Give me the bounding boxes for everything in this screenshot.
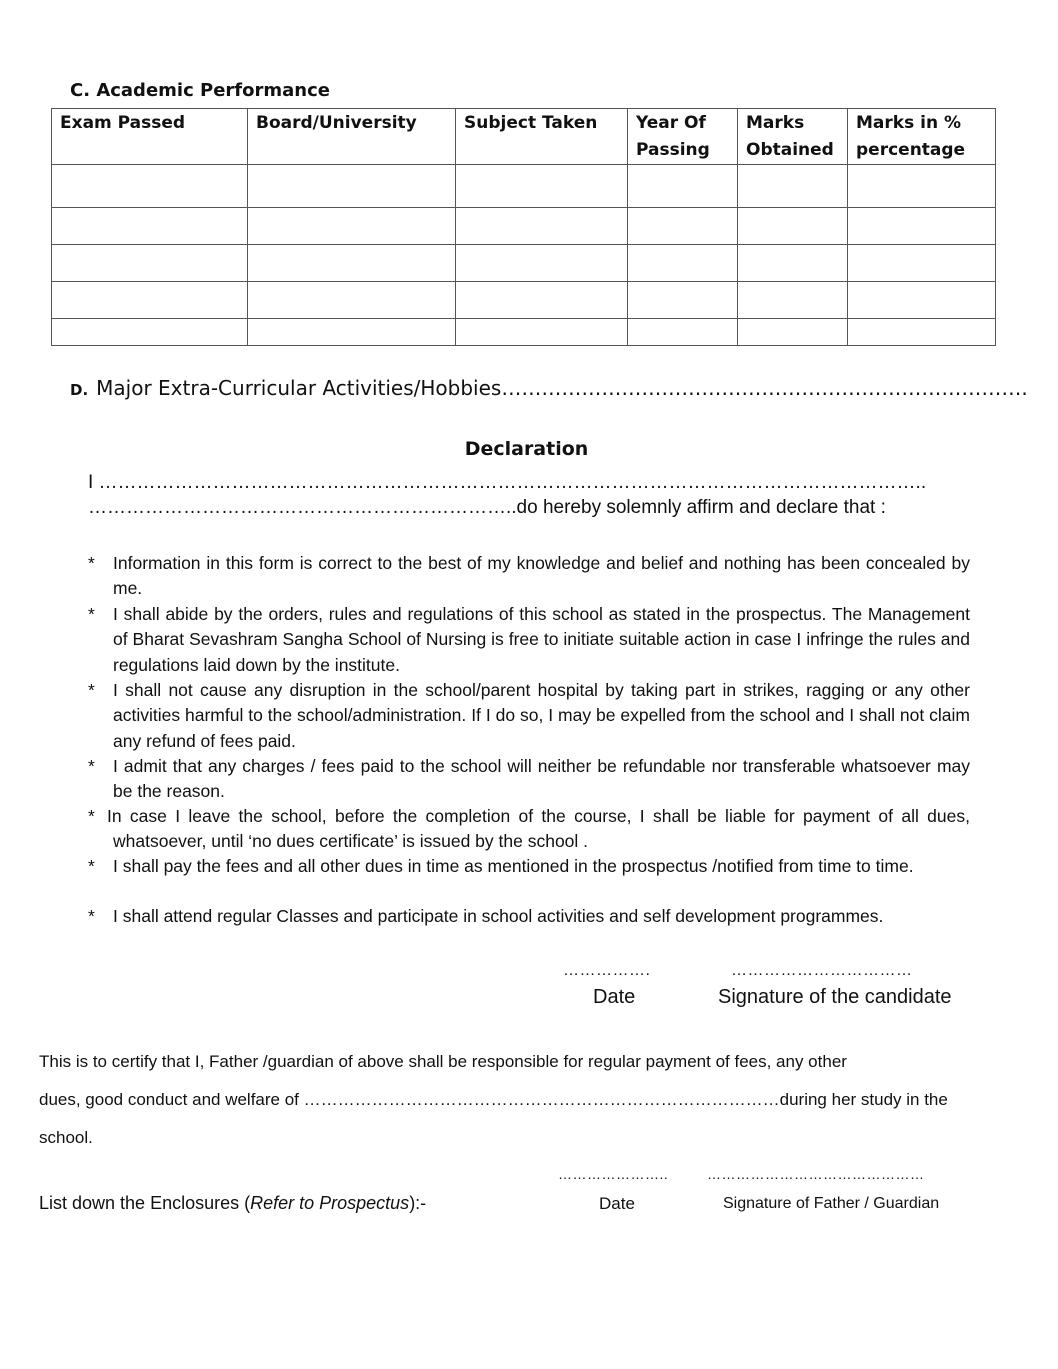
bullet-text: I shall abide by the orders, rules and regulations of this school as stated in the prospectus. The Management of Bharat Sevashram Sangha School of Nursing is free to initiate suitable action in case I infringe the rules and regulations laid down by the institute. [113, 604, 970, 675]
table-cell[interactable] [248, 282, 456, 319]
declaration-bullet [88, 754, 970, 805]
column-header-marks-percentage: Marks in % percentage [848, 109, 996, 165]
academic-performance-table [51, 108, 996, 346]
column-header-subject-taken: Subject Taken [456, 109, 628, 165]
table-cell[interactable] [456, 319, 628, 346]
column-header-year-of-passing: Year Of Passing [628, 109, 738, 165]
table-cell[interactable] [456, 165, 628, 208]
section-d-letter: D. [70, 381, 89, 399]
table-cell[interactable] [52, 165, 248, 208]
table-cell[interactable] [738, 319, 848, 346]
table-cell[interactable] [738, 245, 848, 282]
bullet-marker: * [88, 680, 95, 700]
bullet-marker: * [88, 553, 95, 573]
column-header-marks-obtained: Marks Obtained [738, 109, 848, 165]
certification-line: school. [39, 1128, 93, 1147]
table-cell[interactable] [738, 282, 848, 319]
declaration-bullet [88, 854, 970, 879]
table-cell[interactable] [456, 282, 628, 319]
table-row [52, 282, 996, 319]
table-cell[interactable] [52, 208, 248, 245]
declaration-bullet [88, 602, 970, 678]
bullet-marker: * [88, 806, 95, 826]
bullet-marker: * [88, 906, 95, 926]
guardian-signature-line[interactable]: ……………………………………… [707, 1166, 925, 1182]
table-cell[interactable] [248, 245, 456, 282]
table-row [52, 208, 996, 245]
guardian-signature-label: Signature of Father / Guardian [723, 1195, 940, 1212]
bullet-text: I admit that any charges / fees paid to the school will neither be refundable nor transferable whatsoever may be the reason. [113, 756, 970, 802]
table-row [52, 165, 996, 208]
column-header-exam-passed: Exam Passed [52, 109, 248, 165]
table-cell[interactable] [248, 319, 456, 346]
bullet-text: In case I leave the school, before the completion of the course, I shall be liable for payment of all dues, whatsoever, until ‘no dues certificate’ is issued by the school . [107, 806, 970, 852]
table-cell[interactable] [456, 208, 628, 245]
bullet-text: I shall not cause any disruption in the school/parent hospital by taking part in strikes, ragging or any other activities harmful to the school/administration. If I do so, I may be expelled from the school and I shall not claim any refund of fees paid. [113, 680, 970, 751]
table-cell[interactable] [628, 282, 738, 319]
enclosures-prefix: List down the Enclosures ( [39, 1193, 251, 1213]
table-cell[interactable] [628, 208, 738, 245]
declaration-bullet [88, 904, 970, 929]
table-cell[interactable] [848, 208, 996, 245]
table-cell[interactable] [248, 165, 456, 208]
bullet-text: I shall pay the fees and all other dues in time as mentioned in the prospectus /notified from time to time. [113, 856, 914, 876]
enclosures-prospectus-ref: Refer to Prospectus [250, 1193, 410, 1213]
declaration-affirm-line[interactable]: …………………………………………………………..do hereby solemnly affirm and declare that : [88, 497, 886, 518]
candidate-signature-label: Signature of the candidate [718, 986, 952, 1008]
declaration-bullet [88, 678, 970, 754]
table-cell[interactable] [628, 245, 738, 282]
table-cell[interactable] [738, 165, 848, 208]
declaration-bullet [88, 804, 970, 855]
certification-line: This is to certify that I, Father /guardian of above shall be responsible for regular payment of fees, any other [39, 1052, 847, 1071]
section-c-heading: C. Academic Performance [70, 80, 330, 101]
bullet-marker: * [88, 756, 95, 776]
table-header-row [52, 109, 996, 165]
candidate-signature-line[interactable]: …………………………… [731, 962, 913, 979]
certification-line[interactable]: dues, good conduct and welfare of …………………………………………………………………………during her study in the [39, 1090, 948, 1109]
hobbies-fill-line[interactable]: Major Extra-Curricular Activities/Hobbies……………………………………………………………………. [96, 376, 1028, 400]
table-cell[interactable] [52, 282, 248, 319]
table-cell[interactable] [628, 319, 738, 346]
guardian-date-line[interactable]: ………………….. [558, 1166, 669, 1182]
declaration-title: Declaration [464, 438, 589, 460]
candidate-date-line[interactable]: ……………. [563, 962, 651, 979]
table-cell[interactable] [848, 165, 996, 208]
table-row [52, 245, 996, 282]
table-cell[interactable] [848, 282, 996, 319]
table-cell[interactable] [456, 245, 628, 282]
bullet-text: Information in this form is correct to the best of my knowledge and belief and nothing has been concealed by me. [113, 553, 970, 599]
table-cell[interactable] [52, 245, 248, 282]
certification-statement [39, 1043, 969, 1157]
candidate-date-label: Date [593, 986, 636, 1008]
table-cell[interactable] [248, 208, 456, 245]
enclosures-label [39, 1193, 426, 1214]
table-row [52, 319, 996, 346]
table-cell[interactable] [848, 245, 996, 282]
bullet-text: I shall attend regular Classes and participate in school activities and self development programmes. [113, 906, 884, 926]
declaration-bullet [88, 551, 970, 602]
section-d-hobbies [70, 376, 1028, 400]
bullet-marker: * [88, 604, 95, 624]
bullet-marker: * [88, 856, 95, 876]
declarant-name-line[interactable]: I ………………………………………………………………………………………………………………….. [88, 472, 927, 493]
column-header-board-university: Board/University [248, 109, 456, 165]
table-cell[interactable] [848, 319, 996, 346]
guardian-date-label: Date [599, 1194, 635, 1213]
enclosures-suffix: ):- [409, 1193, 427, 1213]
table-cell[interactable] [628, 165, 738, 208]
table-cell[interactable] [738, 208, 848, 245]
table-cell[interactable] [52, 319, 248, 346]
